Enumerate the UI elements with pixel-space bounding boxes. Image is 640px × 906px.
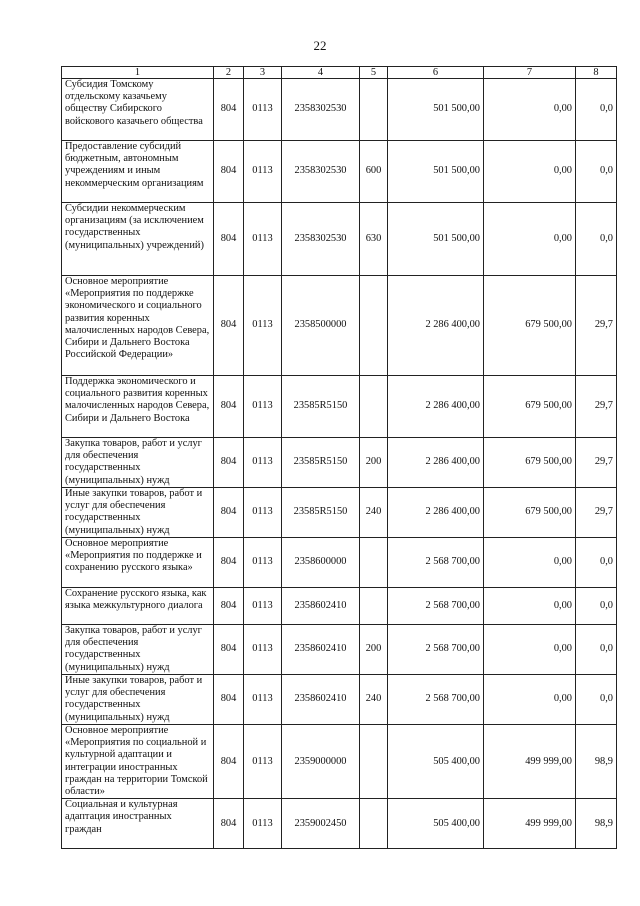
cell-executed: 679 500,00 <box>484 488 576 538</box>
column-header: 5 <box>360 67 388 79</box>
cell-section-code: 0113 <box>244 438 282 488</box>
cell-planned: 2 286 400,00 <box>388 438 484 488</box>
cell-ministry-code: 804 <box>214 203 244 276</box>
budget-table <box>61 66 617 849</box>
cell-ministry-code: 804 <box>214 488 244 538</box>
cell-planned: 505 400,00 <box>388 725 484 799</box>
cell-planned: 2 568 700,00 <box>388 625 484 675</box>
cell-executed: 679 500,00 <box>484 276 576 376</box>
cell-expense-type <box>360 538 388 588</box>
cell-section-code: 0113 <box>244 203 282 276</box>
cell-section-code: 0113 <box>244 588 282 625</box>
cell-name: Предоставление субсидий бюджетным, автономным учреждениям и иным некоммерческим организациям <box>62 141 214 203</box>
cell-expense-type <box>360 276 388 376</box>
cell-executed: 499 999,00 <box>484 799 576 849</box>
cell-name: Закупка товаров, работ и услуг для обеспечения государственных (муниципальных) нужд <box>62 625 214 675</box>
cell-section-code: 0113 <box>244 725 282 799</box>
cell-target-code: 2359002450 <box>282 799 360 849</box>
cell-section-code: 0113 <box>244 79 282 141</box>
cell-percent: 98,9 <box>576 725 617 799</box>
cell-percent: 0,0 <box>576 79 617 141</box>
cell-percent: 0,0 <box>576 141 617 203</box>
cell-target-code: 2358302530 <box>282 79 360 141</box>
column-header: 6 <box>388 67 484 79</box>
page-number: 22 <box>313 38 327 53</box>
table-row <box>62 725 617 799</box>
cell-executed: 0,00 <box>484 675 576 725</box>
cell-executed: 0,00 <box>484 203 576 276</box>
cell-target-code: 2358500000 <box>282 276 360 376</box>
cell-ministry-code: 804 <box>214 675 244 725</box>
cell-name: Иные закупки товаров, работ и услуг для обеспечения государственных (муниципальных) нужд <box>62 488 214 538</box>
cell-ministry-code: 804 <box>214 376 244 438</box>
cell-expense-type: 240 <box>360 488 388 538</box>
cell-section-code: 0113 <box>244 675 282 725</box>
cell-executed: 679 500,00 <box>484 438 576 488</box>
cell-name: Основное мероприятие «Мероприятия по поддержке экономического и социального развития коренных малочисленных народов Севера, Сибири и Дальнего Востока Российской Федерации» <box>62 276 214 376</box>
cell-expense-type <box>360 376 388 438</box>
cell-target-code: 2358302530 <box>282 203 360 276</box>
cell-percent: 0,0 <box>576 675 617 725</box>
cell-expense-type <box>360 725 388 799</box>
cell-name: Иные закупки товаров, работ и услуг для обеспечения государственных (муниципальных) нужд <box>62 675 214 725</box>
cell-ministry-code: 804 <box>214 625 244 675</box>
cell-expense-type: 200 <box>360 625 388 675</box>
cell-planned: 2 286 400,00 <box>388 488 484 538</box>
cell-executed: 0,00 <box>484 625 576 675</box>
cell-section-code: 0113 <box>244 276 282 376</box>
column-header: 2 <box>214 67 244 79</box>
cell-expense-type <box>360 588 388 625</box>
cell-percent: 29,7 <box>576 438 617 488</box>
column-header: 8 <box>576 67 617 79</box>
cell-expense-type: 600 <box>360 141 388 203</box>
cell-ministry-code: 804 <box>214 588 244 625</box>
cell-name: Основное мероприятие «Мероприятия по социальной и культурной адаптации и интеграции иностранных граждан на территории Томской области» <box>62 725 214 799</box>
cell-ministry-code: 804 <box>214 438 244 488</box>
cell-executed: 499 999,00 <box>484 725 576 799</box>
table-row <box>62 588 617 625</box>
cell-section-code: 0113 <box>244 376 282 438</box>
cell-executed: 679 500,00 <box>484 376 576 438</box>
table-row <box>62 488 617 538</box>
table-row <box>62 203 617 276</box>
cell-planned: 501 500,00 <box>388 79 484 141</box>
cell-planned: 505 400,00 <box>388 799 484 849</box>
cell-target-code: 2358602410 <box>282 675 360 725</box>
table-header-row <box>62 67 617 79</box>
column-header: 1 <box>62 67 214 79</box>
cell-executed: 0,00 <box>484 538 576 588</box>
cell-planned: 501 500,00 <box>388 203 484 276</box>
cell-expense-type: 240 <box>360 675 388 725</box>
cell-target-code: 2358602410 <box>282 625 360 675</box>
cell-section-code: 0113 <box>244 538 282 588</box>
cell-name: Сохранение русского языка, как языка межкультурного диалога <box>62 588 214 625</box>
cell-ministry-code: 804 <box>214 79 244 141</box>
table-row <box>62 141 617 203</box>
cell-expense-type <box>360 79 388 141</box>
cell-target-code: 2359000000 <box>282 725 360 799</box>
cell-ministry-code: 804 <box>214 725 244 799</box>
cell-name: Закупка товаров, работ и услуг для обеспечения государственных (муниципальных) нужд <box>62 438 214 488</box>
cell-ministry-code: 804 <box>214 141 244 203</box>
cell-percent: 0,0 <box>576 538 617 588</box>
cell-percent: 98,9 <box>576 799 617 849</box>
cell-ministry-code: 804 <box>214 799 244 849</box>
cell-executed: 0,00 <box>484 141 576 203</box>
cell-planned: 501 500,00 <box>388 141 484 203</box>
cell-percent: 0,0 <box>576 588 617 625</box>
cell-percent: 0,0 <box>576 203 617 276</box>
cell-section-code: 0113 <box>244 625 282 675</box>
cell-percent: 0,0 <box>576 625 617 675</box>
cell-section-code: 0113 <box>244 799 282 849</box>
cell-expense-type <box>360 799 388 849</box>
column-header: 4 <box>282 67 360 79</box>
cell-ministry-code: 804 <box>214 276 244 376</box>
cell-target-code: 2358600000 <box>282 538 360 588</box>
cell-name: Поддержка экономического и социального развития коренных малочисленных народов Севера, Сибири и Дальнего Востока <box>62 376 214 438</box>
cell-target-code: 2358602410 <box>282 588 360 625</box>
column-header: 3 <box>244 67 282 79</box>
cell-percent: 29,7 <box>576 276 617 376</box>
cell-target-code: 2358302530 <box>282 141 360 203</box>
cell-planned: 2 286 400,00 <box>388 376 484 438</box>
cell-expense-type: 630 <box>360 203 388 276</box>
cell-name: Социальная и культурная адаптация иностранных граждан <box>62 799 214 849</box>
table-row <box>62 376 617 438</box>
cell-planned: 2 286 400,00 <box>388 276 484 376</box>
table-row <box>62 675 617 725</box>
table-row <box>62 538 617 588</box>
cell-percent: 29,7 <box>576 376 617 438</box>
cell-target-code: 23585R5150 <box>282 488 360 538</box>
cell-planned: 2 568 700,00 <box>388 538 484 588</box>
cell-executed: 0,00 <box>484 79 576 141</box>
cell-section-code: 0113 <box>244 488 282 538</box>
cell-section-code: 0113 <box>244 141 282 203</box>
cell-expense-type: 200 <box>360 438 388 488</box>
cell-planned: 2 568 700,00 <box>388 588 484 625</box>
cell-ministry-code: 804 <box>214 538 244 588</box>
cell-planned: 2 568 700,00 <box>388 675 484 725</box>
cell-executed: 0,00 <box>484 588 576 625</box>
table-row <box>62 79 617 141</box>
cell-name: Основное мероприятие «Мероприятия по поддержке и сохранению русского языка» <box>62 538 214 588</box>
table-row <box>62 625 617 675</box>
cell-name: Субсидия Томскому отдельскому казачьему обществу Сибирского войскового казачьего общества <box>62 79 214 141</box>
cell-target-code: 23585R5150 <box>282 376 360 438</box>
table-row <box>62 438 617 488</box>
table-row <box>62 276 617 376</box>
table-row <box>62 799 617 849</box>
cell-target-code: 23585R5150 <box>282 438 360 488</box>
cell-percent: 29,7 <box>576 488 617 538</box>
column-header: 7 <box>484 67 576 79</box>
cell-name: Субсидии некоммерческим организациям (за исключением государственных (муниципальных) учреждений) <box>62 203 214 276</box>
